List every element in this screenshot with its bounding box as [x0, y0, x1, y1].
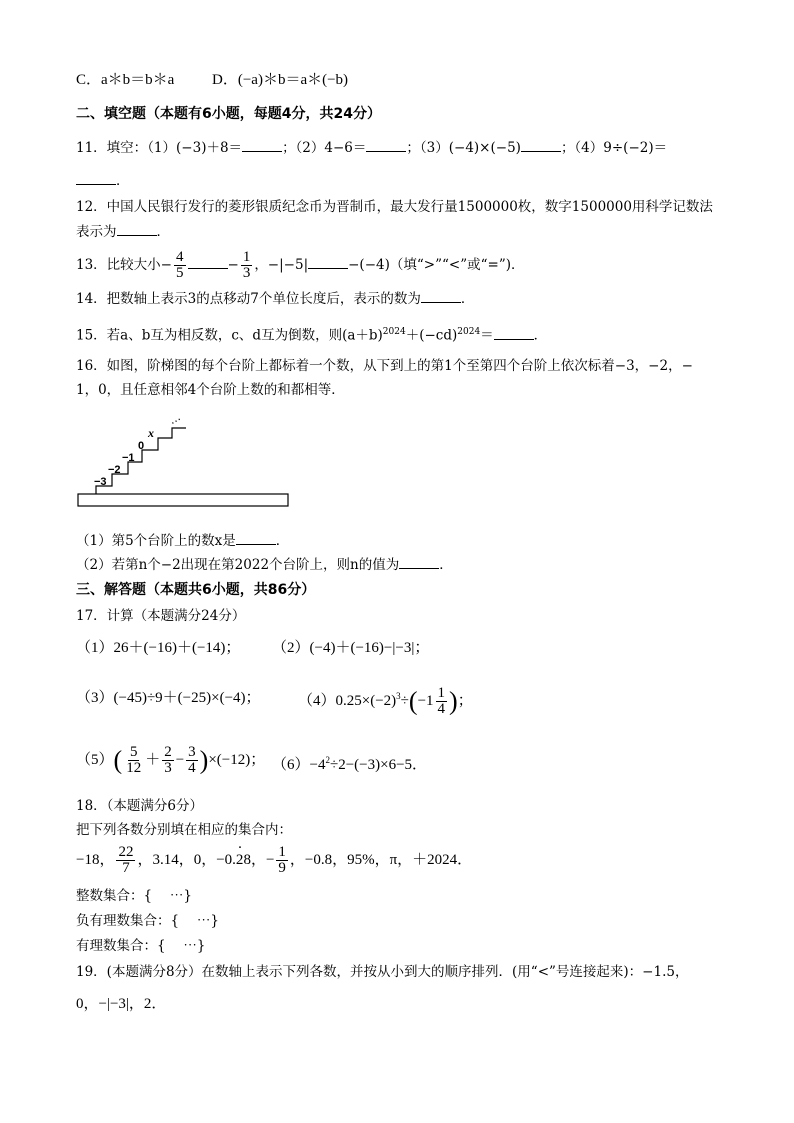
q16-blank-2[interactable] — [399, 554, 439, 569]
q18-repeating-digit — [237, 840, 251, 878]
q11-part2: ；（2）4−6＝ — [282, 140, 367, 156]
q13-blank-2[interactable] — [308, 254, 348, 269]
q18-f1-denominator: 7 — [122, 860, 130, 877]
stair-steps — [96, 428, 186, 494]
q17-p4-denominator: 4 — [437, 701, 446, 718]
q13-label: 13．比较大小− — [76, 257, 172, 273]
stair-ellipsis: ⋯ — [168, 413, 185, 430]
q15-mid: ＋(−cd) — [405, 327, 458, 344]
q11-blank-2[interactable] — [366, 137, 406, 152]
question-11-cont — [76, 170, 130, 191]
stair-label-4: 0 — [138, 440, 145, 452]
question-12-line1: 12．中国人民银行发行的菱形银质纪念币为晋制币，最大发行量1500000枚，数字1500000用科学记数法 — [76, 199, 713, 215]
q11-label: 11．填空： — [76, 140, 148, 156]
q17-p5-f1-denominator: 12 — [126, 760, 142, 777]
q13-f2-denominator: 3 — [242, 265, 251, 281]
q17-p5-f2-numerator: 2 — [164, 744, 172, 761]
q17-p5-f1-numerator: 5 — [129, 744, 138, 761]
q17-p5-f2-denominator: 3 — [164, 760, 172, 777]
q12-text: 表示为 — [76, 224, 117, 240]
question-13 — [76, 250, 524, 281]
q15-exp1: 2024 — [382, 327, 406, 337]
q17-p4-rparen: ) — [449, 686, 458, 716]
q14-text: 14．把数轴上表示3的点移动7个单位长度后，表示的数为 — [76, 291, 421, 307]
q18-set-integers: 整数集合：{ ⋯} — [76, 888, 192, 904]
q15-blank[interactable] — [494, 325, 534, 340]
staircase-figure — [76, 412, 296, 512]
stair-label-2: −2 — [108, 464, 121, 476]
question-18-prompt: 把下列各数分别填在相应的集合内： — [76, 822, 292, 838]
question-12-line2 — [76, 221, 170, 242]
q17-p5-end: ×(−12)； — [208, 752, 266, 768]
q13-fraction-2 — [241, 250, 253, 281]
q17-p4-a: （4）0.25×(−2) — [298, 693, 397, 709]
question-14 — [76, 288, 474, 309]
question-19-line1: 19．(本题满分8分）在数轴上表示下列各数，并按从小到大的顺序排列．(用“<”号连接起来)：−1.5， — [76, 964, 689, 980]
q13-f1-numerator: 4 — [176, 249, 184, 265]
q17-p6-a: （6）−4 — [272, 757, 326, 773]
q18-fraction-1 — [116, 845, 135, 876]
question-18-numbers — [76, 842, 472, 878]
q17-p5-fraction-3 — [186, 745, 198, 776]
q15-end: ． — [533, 327, 548, 344]
q17-p5-rparen: ) — [199, 745, 209, 775]
q17-p5-fraction-1 — [124, 745, 143, 776]
q18-f2-numerator: 1 — [278, 844, 286, 861]
q17-p5-f3-denominator: 4 — [188, 760, 196, 777]
stair-base — [78, 494, 288, 506]
q12-blank[interactable] — [117, 221, 157, 236]
q15-text: 15．若a、b互为相反数，c、d互为倒数，则(a＋b) — [76, 327, 383, 344]
q13-blank-1[interactable] — [188, 254, 228, 269]
q16-blank-1[interactable] — [236, 530, 276, 545]
q11-blank-4[interactable] — [76, 170, 116, 185]
option-c: C．a＊b＝b＊a — [76, 72, 175, 88]
q18-n2: ，3.14，0，−0.2 — [137, 852, 244, 868]
q17-p5-lparen: ( — [113, 745, 123, 775]
q18-n4: ，−0.8，95%，π，＋2024． — [289, 852, 473, 868]
stair-label-3: −1 — [122, 452, 135, 464]
q16-sub2-end: ． — [439, 557, 453, 573]
q17-part6 — [272, 750, 427, 775]
question-15 — [76, 322, 547, 346]
q11-blank-3[interactable] — [521, 137, 561, 152]
question-16-sub2 — [76, 554, 453, 575]
q15-eq: ＝ — [480, 327, 494, 344]
q18-f1-numerator: 22 — [118, 844, 134, 861]
q14-blank[interactable] — [421, 288, 461, 303]
stair-label-5: x — [148, 426, 154, 440]
q13-mid: ，−|−5| — [254, 257, 309, 273]
q17-p5-fraction-2 — [162, 745, 174, 776]
q11-part4: ；（4）9÷(−2)＝ — [560, 140, 668, 156]
q17-p4-exp: 3 — [396, 691, 401, 701]
q18-repeating-dot: · — [237, 840, 243, 856]
q13-right: −(−4)（填“>”“<”或“=”)． — [348, 257, 525, 273]
q14-end: ． — [460, 291, 475, 307]
q17-p4-numerator: 1 — [437, 685, 446, 702]
section-3-title: 三、解答题（本题共6小题，共86分） — [76, 582, 316, 598]
q18-n1: −18， — [76, 852, 115, 868]
stair-label-1: −3 — [94, 476, 107, 488]
q18-n3: ，− — [250, 852, 275, 868]
q17-p4-fraction — [436, 686, 448, 717]
q17-part2: （2）(−4)＋(−16)−|−3|； — [272, 640, 430, 656]
q17-p4-end: ； — [457, 693, 473, 709]
q17-part3: （3）(−45)÷9＋(−25)×(−4)； — [76, 690, 261, 706]
q18-set-rationals: 有理数集合：{ ⋯} — [76, 938, 206, 954]
question-17-title: 17．计算（本题满分24分） — [76, 608, 246, 624]
q18-dot-digit: 8 — [243, 852, 251, 868]
q13-minus: − — [227, 257, 239, 273]
question-16-sub1 — [76, 530, 289, 551]
q18-fraction-2 — [276, 845, 288, 876]
q17-p5-f3-numerator: 3 — [188, 744, 196, 761]
option-d: D．(−a)＊b＝a＊(−b) — [212, 72, 349, 88]
question-18-title: 18．（本题满分6分） — [76, 798, 204, 814]
question-11 — [76, 137, 667, 158]
q11-blank-1[interactable] — [242, 137, 282, 152]
q16-sub1-text: （1）第5个台阶上的数x是 — [76, 533, 236, 549]
q16-sub2-text: （2）若第n个−2出现在第2022个台阶上，则n的值为 — [76, 557, 400, 573]
section-2-title: 二、填空题（本题有6小题，每题4分，共24分） — [76, 106, 381, 122]
q17-part4 — [298, 678, 473, 719]
q18-f2-denominator: 9 — [278, 860, 286, 877]
q15-exp2: 2024 — [457, 327, 481, 337]
q17-p4-c: −1 — [417, 693, 434, 709]
q17-p6-exp: 2 — [325, 755, 330, 765]
question-16-line1: 16．如图，阶梯图的每个台阶上都标着一个数，从下到上的第1个至第四个台阶上依次标着−3，−2，− — [76, 358, 693, 374]
q17-p4-div: ÷ — [400, 693, 409, 709]
q17-part5: （5）( $\frac{5}{12}$ ＋ $\frac{2}{3}$ − $\frac{3}{4}$ )×(−12)； — [76, 744, 266, 777]
q11-end: ． — [116, 173, 130, 189]
q11-part1: （1）(−3)＋8＝ — [147, 140, 243, 156]
q18-set-negative-rationals: 负有理数集合：{ ⋯} — [76, 913, 219, 929]
q17-part1: （1）26＋(−16)＋(−14)； — [76, 640, 241, 656]
question-16-line2: 1，0，且任意相邻4个台阶上数的和都相等． — [76, 382, 345, 398]
q17-p6-b: ÷2−(−3)×6−5． — [329, 757, 428, 773]
q11-part3: ；（3）(−4)×(−5) — [406, 140, 521, 156]
q13-fraction-1 — [174, 250, 186, 281]
question-19-line2: 0，−|−3|，2． — [76, 996, 167, 1012]
q17-p4-lparen: ( — [408, 686, 418, 716]
q13-f1-denominator: 5 — [176, 265, 184, 281]
q16-sub1-end: ． — [275, 533, 290, 549]
q13-f2-numerator: 1 — [242, 249, 251, 265]
q12-end: ． — [156, 224, 170, 240]
q17-p5-label: （5） — [76, 752, 114, 768]
